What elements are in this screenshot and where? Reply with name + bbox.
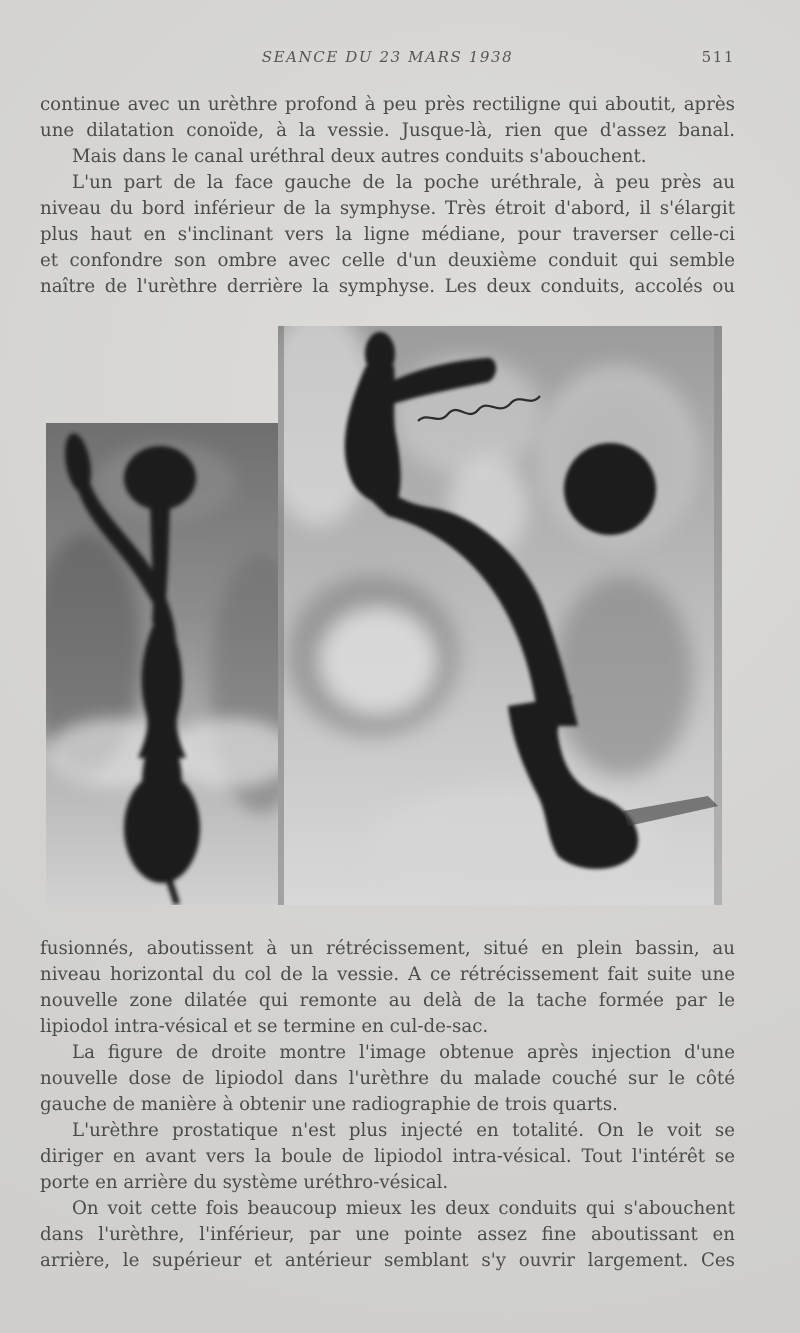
text-line: arrière, le supérieur et antérieur semblant s'y ouvrir largement. Ces [40, 1250, 735, 1271]
text-line: plus haut en s'inclinant vers la ligne médiane, pour traverser celle-ci [40, 224, 735, 245]
text-line: naître de l'urèthre derrière la symphyse. Les deux conduits, accolés ou [40, 276, 735, 297]
text-line: L'un part de la face gauche de la poche uréthrale, à peu près au [72, 172, 735, 193]
text-line: fusionnés, aboutissent à un rétrécissement, situé en plein bassin, au [40, 938, 735, 959]
text-line: La figure de droite montre l'image obtenue après injection d'une [72, 1042, 735, 1063]
text-line: une dilatation conoïde, à la vessie. Jusque-là, rien que d'assez banal. [40, 120, 735, 141]
text-line: On voit cette fois beaucoup mieux les deux conduits qui s'abouchent [72, 1198, 735, 1219]
text-line: gauche de manière à obtenir une radiographie de trois quarts. [40, 1094, 618, 1115]
body-text-top [40, 92, 735, 300]
text-line: niveau horizontal du col de la vessie. A ce rétrécissement fait suite une [40, 964, 735, 985]
radiograph-left [46, 423, 290, 905]
radiograph-right [278, 326, 722, 905]
text-line: niveau du bord inférieur de la symphyse. Très étroit d'abord, il s'élargit [40, 198, 735, 219]
running-header [40, 48, 735, 70]
text-line: lipiodol intra-vésical et se termine en cul-de-sac. [40, 1016, 489, 1037]
text-line: porte en arrière du système uréthro-vésical. [40, 1172, 449, 1193]
radiograph-right-image [278, 326, 722, 905]
text-line: L'urèthre prostatique n'est plus injecté en totalité. On le voit se [72, 1120, 735, 1141]
page-number: 511 [701, 48, 735, 66]
text-line: nouvelle dose de lipiodol dans l'urèthre du malade couché sur le côté [40, 1068, 735, 1089]
body-text-bottom [40, 936, 735, 1274]
text-line: Mais dans le canal uréthral deux autres conduits s'abouchent. [72, 146, 647, 167]
running-title: SEANCE DU 23 MARS 1938 [261, 48, 514, 66]
text-line: nouvelle zone dilatée qui remonte au delà de la tache formée par le [40, 990, 735, 1011]
text-line: et confondre son ombre avec celle d'un deuxième conduit qui semble [40, 250, 735, 271]
text-line: dans l'urèthre, l'inférieur, par une pointe assez fine aboutissant en [40, 1224, 735, 1245]
text-line: diriger en avant vers la boule de lipiodol intra-vésical. Tout l'intérêt se [40, 1146, 735, 1167]
radiograph-left-image [46, 423, 290, 905]
text-line: continue avec un urèthre profond à peu près rectiligne qui aboutit, après [40, 94, 735, 115]
